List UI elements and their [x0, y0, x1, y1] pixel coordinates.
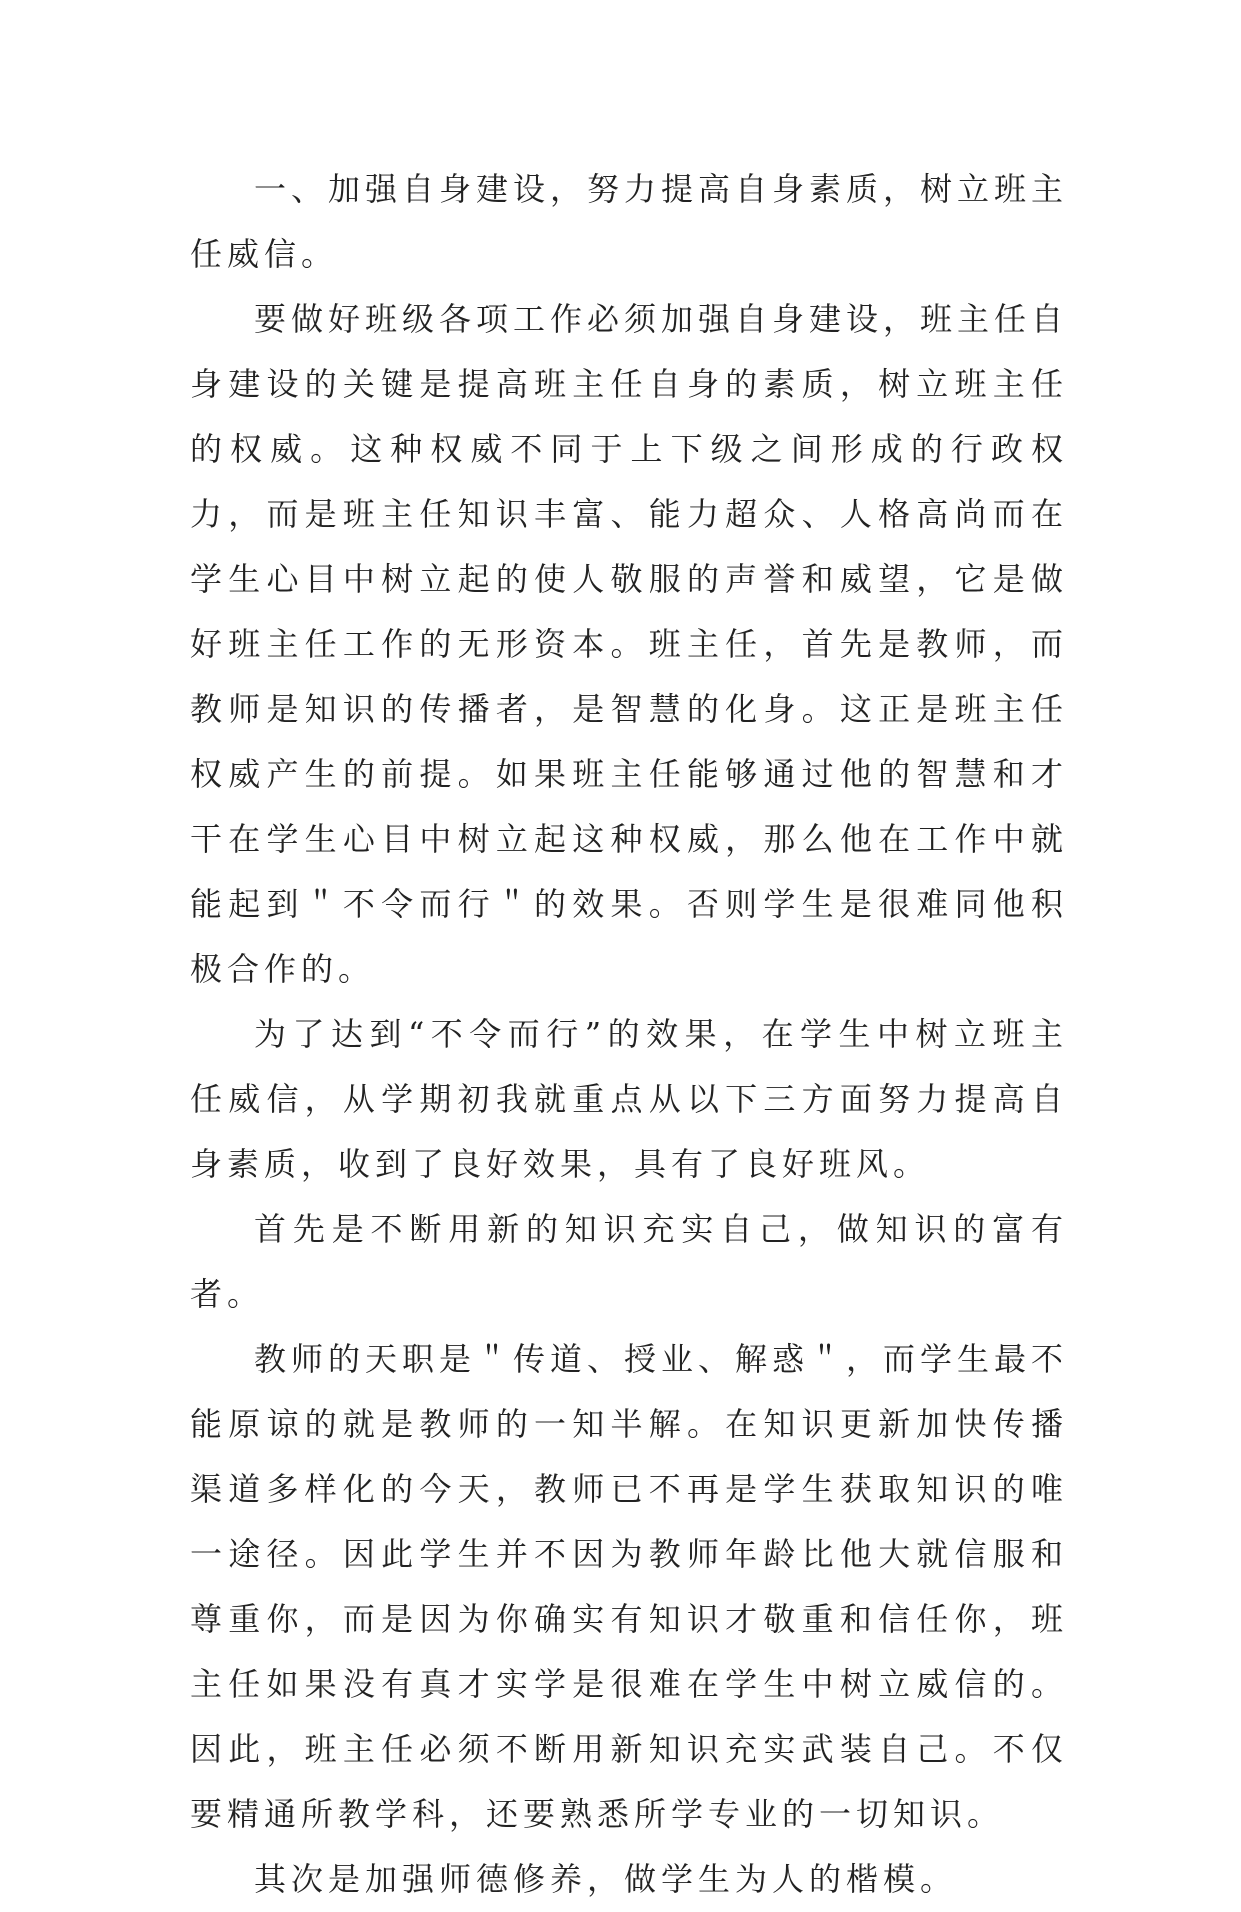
- body-paragraph: 要做好班级各项工作必须加强自身建设，班主任自身建设的关键是提高班主任自身的素质，树立班主任的权威。这种权威不同于上下级之间形成的行政权力，而是班主任知识丰富、能力超众、人格高尚而在学生心目中树立起的使人敬服的声誉和威望，它是做好班主任工作的无形资本。班主任，首先是教师，而教师是知识的传播者，是智慧的化身。这正是班主任权威产生的前提。如果班主任能够通过他的智慧和才干在学生心目中树立起这种权威，那么他在工作中就能起到＂不令而行＂的效果。否则学生是很难同他积极合作的。: [190, 300, 1069, 988]
- document-body: [190, 157, 1068, 1912]
- body-paragraph: 其次是加强师德修养，做学生为人的楷模。: [254, 1860, 958, 1898]
- body-paragraph: 教师的天职是＂传道、授业、解惑＂，而学生最不能原谅的就是教师的一知半解。在知识更新加快传播渠道多样化的今天，教师已不再是学生获取知识的唯一途径。因此学生并不因为教师年龄比他大就信服和尊重你，而是因为你确实有知识才敬重和信任你，班主任如果没有真才实学是很难在学生中树立威信的。因此，班主任必须不断用新知识充实武装自己。不仅要精通所教学科，还要熟悉所学专业的一切知识。: [190, 1340, 1069, 1833]
- body-paragraph: 为了达到“不令而行”的效果，在学生中树立班主任威信，从学期初我就重点从以下三方面努力提高自身素质，收到了良好效果，具有了良好班风。: [190, 1015, 1068, 1183]
- body-paragraph: 首先是不断用新的知识充实自己，做知识的富有者。: [190, 1210, 1068, 1313]
- section-heading: 一、加强自身建设，努力提高自身素质，树立班主任威信。: [190, 170, 1069, 273]
